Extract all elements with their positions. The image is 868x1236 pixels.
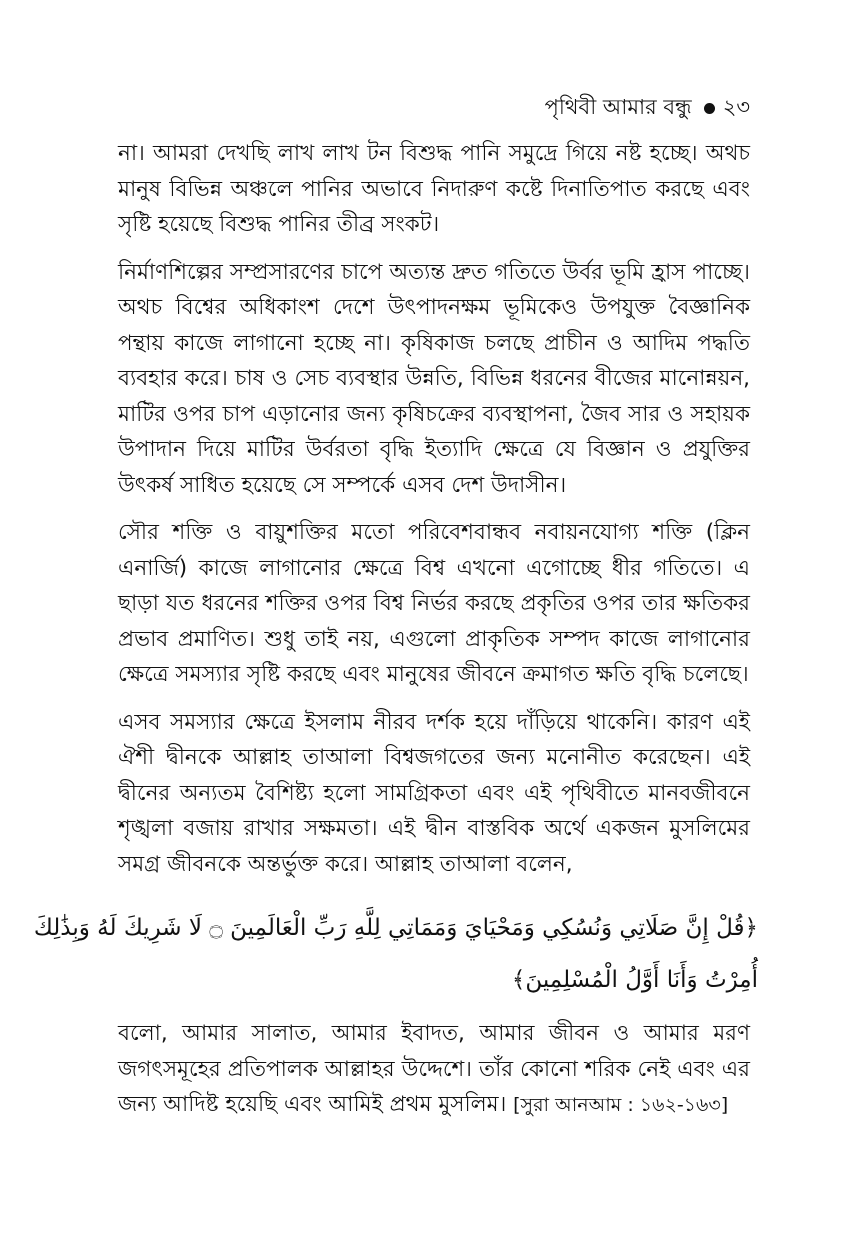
verse-translation	[118, 1016, 750, 1124]
paragraph-3: সৌর শক্তি ও বায়ুশক্তির মতো পরিবেশবান্ধব নবায়নযোগ্য শক্তি (ক্লিন এনার্জি) কাজে লাগানোর ক্ষেত্রে বিশ্ব এখনো এগোচ্ছে ধীর গতিতে। এ ছাড়া যত ধরনের শক্তির ওপর বিশ্ব নির্ভর করছে প্রকৃতির ওপর তার ক্ষতিকর প্রভাব প্রমাণিত। শুধু তাই নয়, এগুলো প্রাকৃতিক সম্পদ কাজে লাগানোর ক্ষেত্রে সমস্যার সৃষ্টি করছে এবং মানুষের জীবনে ক্রমাগত ক্ষতি বৃদ্ধি চলেছে।	[118, 520, 750, 687]
quran-verse-line-1: ﴿قُلْ إِنَّ صَلَاتِي وَنُسُكِي وَمَحْيَايَ وَمَمَاتِي لِلَّهِ رَبِّ الْعَالَمِينَ ۝ لَا شَرِيكَ لَهُ وَبِذَٰلِكَ	[33, 915, 758, 941]
paragraph-4: এসব সমস্যার ক্ষেত্রে ইসলাম নীরব দর্শক হয়ে দাঁড়িয়ে থাকেনি। কারণ এই ঐশী দ্বীনকে আল্লাহ তাআলা বিশ্বজগতের জন্য মনোনীত করেছেন। এই দ্বীনের অন্যতম বৈশিষ্ট্য হলো সামগ্রিকতা এবং এই পৃথিবীতে মানবজীবনে শৃঙ্খলা বজায় রাখার সক্ষমতা। এই দ্বীন বাস্তবিক অর্থে একজন মুসলিমের সমগ্র জীবনকে অন্তর্ভুক্ত করে। আল্লাহ তাআলা বলেন,	[118, 709, 750, 877]
bullet-icon	[704, 103, 715, 114]
quran-verse	[33, 902, 758, 1006]
running-header	[118, 92, 750, 122]
verse-citation: [সুরা আনআম : ১৬২-১৬৩]	[513, 1094, 729, 1116]
book-page	[33, 92, 758, 1124]
paragraph-2: নির্মাণশিল্পের সম্প্রসারণের চাপে অত্যন্ত দ্রুত গতিতে উর্বর ভূমি হ্রাস পাচ্ছে। অথচ বিশ্বের অধিকাংশ দেশে উৎপাদনক্ষম ভূমিকেও উপযুক্ত বৈজ্ঞানিক পন্থায় কাজে লাগানো হচ্ছে না। কৃষিকাজ চলছে প্রাচীন ও আদিম পদ্ধতি ব্যবহার করে। চাষ ও সেচ ব্যবস্থার উন্নতি, বিভিন্ন ধরনের বীজের মানোন্নয়ন, মাটির ওপর চাপ এড়ানোর জন্য কৃষিচক্রের ব্যবস্থাপনা, জৈব সার ও সহায়ক উপাদান দিয়ে মাটির উর্বরতা বৃদ্ধি ইত্যাদি ক্ষেত্রে যে বিজ্ঞান ও প্রযুক্তির উৎকর্ষ সাধিত হয়েছে সে সম্পর্কে এসব দেশ উদাসীন।	[118, 259, 750, 498]
paragraph-1: না। আমরা দেখছি লাখ লাখ টন বিশুদ্ধ পানি সমুদ্রে গিয়ে নষ্ট হচ্ছে। অথচ মানুষ বিভিন্ন অঞ্চলে পানির অভাবে নিদারুণ কষ্টে দিনাতিপাত করছে এবং সৃষ্টি হয়েছে বিশুদ্ধ পানির তীব্র সংকট।	[118, 141, 750, 237]
page-number: ২৩	[722, 95, 750, 119]
quran-verse-line-2: أُمِرْتُ وَأَنَا أَوَّلُ الْمُسْلِمِينَ﴾	[511, 967, 758, 993]
translation-text: বলো, আমার সালাত, আমার ইবাদত, আমার জীবন ও আমার মরণ জগৎসমূহের প্রতিপালক আল্লাহর উদ্দেশে। তাঁর কোনো শরিক নেই এবং এর জন্য আদিষ্ট হয়েছি এবং আমিই প্রথম মুসলিম।	[118, 1021, 750, 1117]
running-title: পৃথিবী আমার বন্ধু	[544, 95, 692, 119]
